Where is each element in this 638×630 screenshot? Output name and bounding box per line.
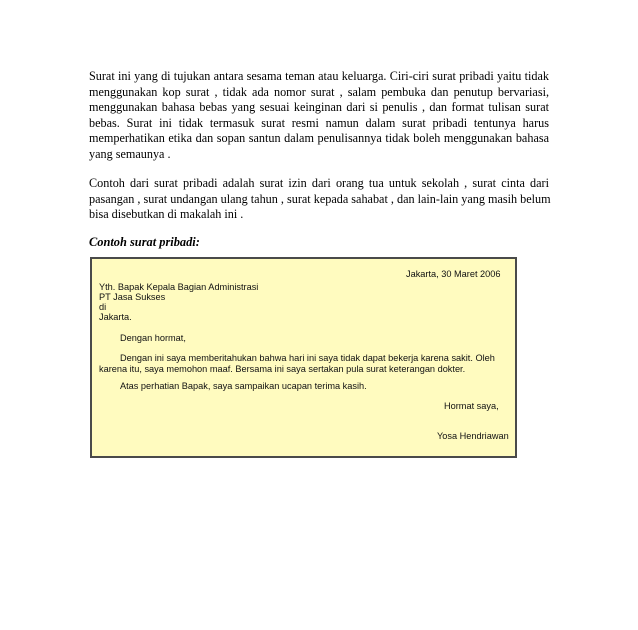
text-line: menggunakan kop surat , tidak ada nomor surat , salam pembuka dan penutup bervariasi, xyxy=(89,84,549,99)
text-line: bebas. Surat ini tidak termasuk surat resmi namun dalam surat pribadi tentunya harus xyxy=(89,115,549,130)
letter-body-line: Dengan ini saya memberitahukan bahwa hari ini saya tidak dapat bekerja karena sakit. Oleh xyxy=(120,353,495,363)
letter-recipient-line: Yth. Bapak Kepala Bagian Administrasi xyxy=(99,282,259,292)
letter-recipient-line: di xyxy=(99,302,107,312)
section-heading: Contoh surat pribadi: xyxy=(89,235,200,249)
letter-date: Jakarta, 30 Maret 2006 xyxy=(406,269,501,279)
text-line: Surat ini yang di tujukan antara sesama teman atau keluarga. Ciri-ciri surat pribadi yaitu tidak xyxy=(89,69,549,83)
intro-paragraph xyxy=(89,69,549,162)
text-line: bisa disebutkan di makalah ini . xyxy=(89,207,244,221)
letter-sign-off: Hormat saya, xyxy=(444,401,499,411)
letter-signature: Yosa Hendriawan xyxy=(437,431,509,441)
text-line: memperhatikan etika dan sopan santun dalam penulisannya tidak boleh menggunakan bahasa xyxy=(89,131,549,145)
text-line: Contoh dari surat pribadi adalah surat izin dari orang tua untuk sekolah , surat cinta dari xyxy=(89,176,549,190)
letter-body-line: karena itu, saya memohon maaf. Bersama ini saya sertakan pula surat keterangan dokter. xyxy=(99,364,466,374)
examples-paragraph xyxy=(89,176,549,223)
letter-recipient-line: Jakarta. xyxy=(99,312,132,322)
example-letter xyxy=(90,257,517,458)
letter-closing-line: Atas perhatian Bapak, saya sampaikan ucapan terima kasih. xyxy=(120,381,367,391)
text-line: pasangan , surat undangan ulang tahun , surat kepada sahabat , dan lain-lain yang masih belum xyxy=(89,191,551,206)
text-line: yang semaunya . xyxy=(89,146,171,161)
text-line: menggunakan bahasa bebas yang sesuai keinginan dari si penulis , dan format tulisan surat xyxy=(89,100,549,114)
letter-recipient-line: PT Jasa Sukses xyxy=(99,292,166,302)
letter-greeting: Dengan hormat, xyxy=(120,333,186,343)
